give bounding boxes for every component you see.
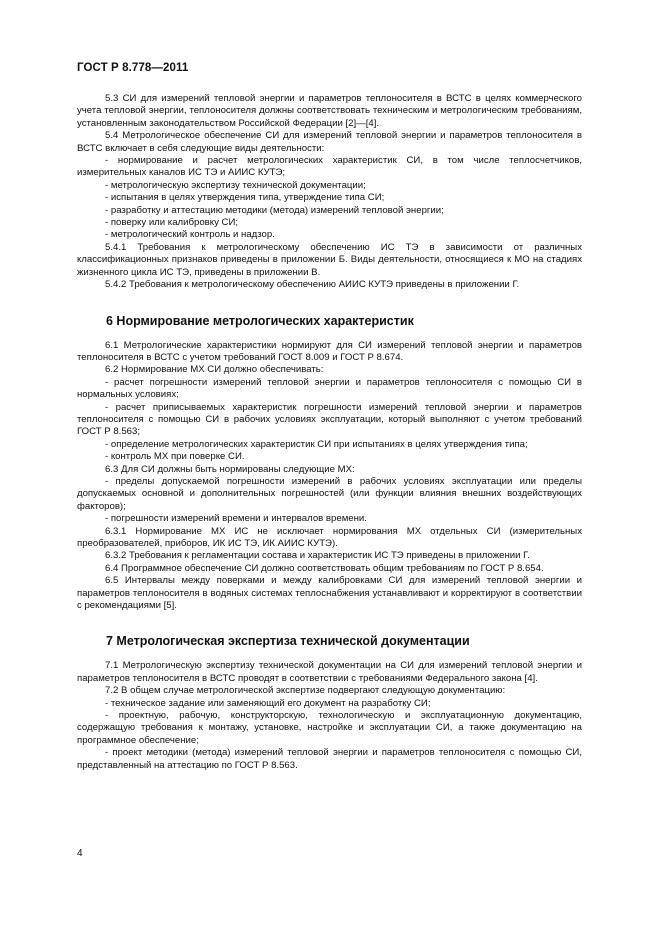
list-item: - расчет приписываемых характеристик погрешности измерений тепловой энергии и параметров теплоносителя с помощью СИ в рабочих условиях эксплуатации, который выполняют с учетом требований ГОСТ Р 8.563; xyxy=(77,401,582,438)
section-heading: 6 Нормирование метрологических характеристик xyxy=(106,313,414,328)
paragraph: 6.1 Метрологические характеристики нормируют для СИ измерений тепловой энергии и параметров теплоносителя в ВСТС с учетом требований ГОСТ 8.009 и ГОСТ Р 8.674. xyxy=(77,339,582,363)
paragraph: 5.3 СИ для измерений тепловой энергии и параметров теплоносителя в ВСТС в целях коммерческого учета тепловой энергии, теплоносителя должны соответствовать техническим и метрологическим требованиям, установленным законодательством Российской Федерации [2]—[4]. xyxy=(77,93,582,129)
section-heading: 7 Метрологическая экспертиза технической документации xyxy=(106,634,470,649)
paragraph: 5.4.1 Требования к метрологическому обеспечению ИС ТЭ в зависимости от различных классификационных признаков приведены в приложении Б. Виды деятельности, относящиеся к МО на стадиях жизненного цикла ИС ТЭ, приведены в приложении В. xyxy=(77,241,582,278)
list-item: - разработку и аттестацию методики (метода) измерений тепловой энергии; xyxy=(105,204,444,216)
list-item: - пределы допускаемой погрешности измерений в рабочих условиях эксплуатации или пределы допускаемых основной и дополнительных погрешностей (или функции влияния внешних воздействующих факторов); xyxy=(77,475,582,512)
page-number: 4 xyxy=(77,848,83,859)
paragraph: 5.4.2 Требования к метрологическому обеспечению АИИС КУТЭ приведены в приложении Г. xyxy=(105,279,520,291)
paragraph: 6.3.2 Требования к регламентации состава и характеристик ИС ТЭ приведены в приложении Г. xyxy=(105,550,530,562)
list-item: - метрологический контроль и надзор. xyxy=(105,229,275,241)
paragraph: 6.2 Нормирование МХ СИ должно обеспечивать: xyxy=(105,364,324,376)
list-item: - поверку или калибровку СИ; xyxy=(105,217,239,229)
paragraph: 7.2 В общем случае метрологической экспертизе подвергают следующую документацию: xyxy=(105,685,506,697)
list-item: - расчет погрешности измерений тепловой энергии и параметров теплоносителя с помощью СИ в нормальных условиях; xyxy=(77,376,582,401)
paragraph: 5.4 Метрологическое обеспечение СИ для измерений тепловой энергии и параметров теплоносителя в ВСТС включает в себя следующие виды деятельности: xyxy=(77,130,582,154)
paragraph: 6.5 Интервалы между поверками и между калибровками СИ для измерений тепловой энергии и параметров теплоносителя в водяных системах теплоснабжения устанавливают и корректируют в соответствии с рекомендациями [5]. xyxy=(77,575,582,612)
list-item: - контроль МХ при поверке СИ. xyxy=(105,451,245,463)
list-item: - испытания в целях утверждения типа, утверждение типа СИ; xyxy=(105,192,385,204)
list-item: - проектную, рабочую, конструкторскую, технологическую и эксплуатационную документацию, содержащую требования к монтажу, установке, настройке и эксплуатации СИ, а также документацию на программное обеспечение; xyxy=(77,710,582,746)
list-item: - нормирование и расчет метрологических характеристик СИ, в том числе теплосчетчиков, измерительных каналов ИС ТЭ и АИИС КУТЭ; xyxy=(77,155,582,179)
list-item: - погрешности измерений времени и интервалов времени. xyxy=(105,513,367,525)
list-item: - метрологическую экспертизу технической документации; xyxy=(105,179,366,191)
paragraph: 6.4 Программное обеспечение СИ должно соответствовать общим требованиям по ГОСТ Р 8.654. xyxy=(105,562,544,574)
list-item: - определение метрологических характеристик СИ при испытаниях в целях утверждения типа; xyxy=(105,438,528,450)
list-item: - проект методики (метода) измерений тепловой энергии и параметров теплоносителя с помощью СИ, представленный на аттестацию по ГОСТ Р 8.563. xyxy=(77,747,582,771)
document-body xyxy=(77,93,582,772)
list-item: - техническое задание или заменяющий его документ на разработку СИ; xyxy=(105,697,431,709)
document-header: ГОСТ Р 8.778—2011 xyxy=(77,62,189,74)
paragraph: 7.1 Метрологическую экспертизу технической документации на СИ для измерений тепловой энергии и параметров теплоносителя в ВСТС проводят в соответствии с требованиями Федерального закона [4]. xyxy=(77,660,582,684)
paragraph: 6.3 Для СИ должны быть нормированы следующие МХ: xyxy=(105,463,355,475)
paragraph: 6.3.1 Нормирование МХ ИС не исключает нормирования МХ отдельных СИ (измерительных преобразователей, приборов, ИК ИС ТЭ, ИК АИИС КУТЭ). xyxy=(77,525,582,549)
